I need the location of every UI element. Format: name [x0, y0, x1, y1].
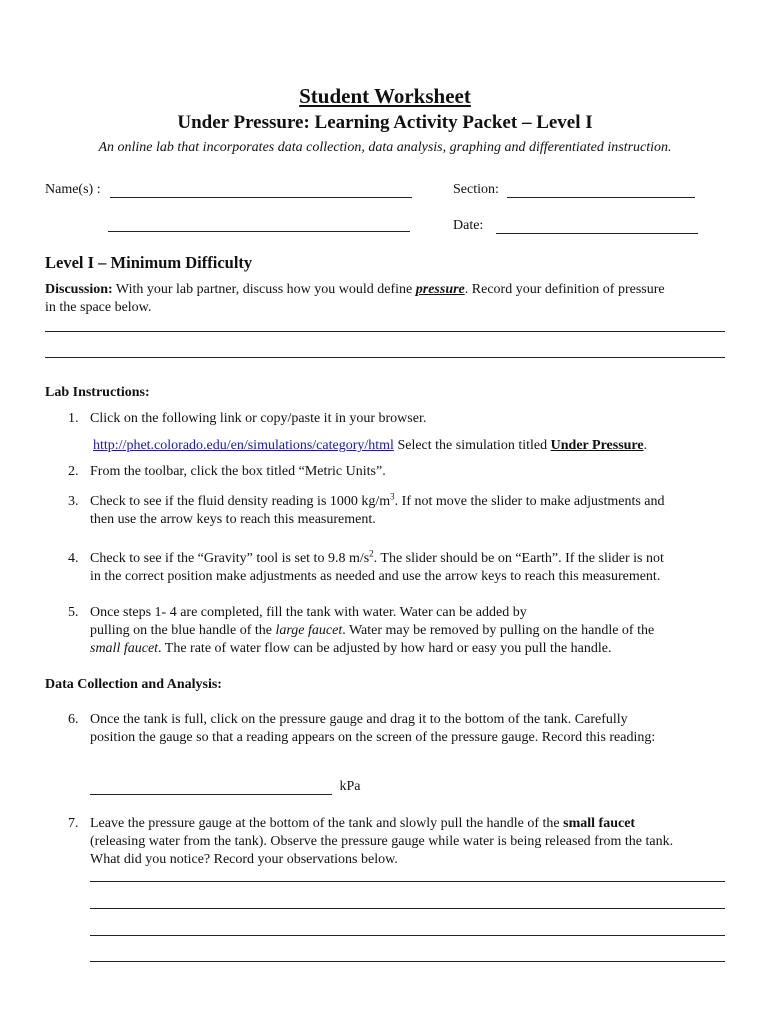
discussion-post: . Record your definition of pressure [464, 282, 665, 297]
item-3-line-1 [90, 491, 665, 510]
item-6-line-1: Once the tank is full, click on the pressure gauge and drag it to the bottom of the tank. Carefully [90, 712, 628, 727]
data-collection-heading: Data Collection and Analysis: [45, 677, 222, 692]
item-7-line-3: What did you notice? Record your observations below. [90, 852, 398, 867]
discussion-line-2: in the space below. [45, 300, 152, 315]
kpa-reading-blank[interactable] [90, 780, 332, 795]
names-field[interactable] [45, 182, 412, 198]
kpa-unit: kPa [339, 779, 361, 794]
worksheet-title: Student Worksheet [299, 84, 471, 108]
item-3-a: Check to see if the fluid density reading is 1000 kg/m [90, 494, 391, 509]
item-7-number: 7. [68, 816, 79, 831]
discussion-pre: With your lab partner, discuss how you would define [112, 282, 416, 297]
definition-answer-line-1[interactable] [45, 331, 725, 332]
small-faucet-bold: small faucet [563, 816, 636, 831]
sim-title: Under Pressure [550, 438, 644, 453]
intro-text: An online lab that incorporates data collection, data analysis, graphing and differentiated instruction. [98, 140, 672, 155]
item-7-a1: Leave the pressure gauge at the bottom of the tank and slowly pull the handle of the [90, 816, 564, 831]
names-label: Name(s) : [45, 182, 101, 197]
item-5-c: . The rate of water flow can be adjusted by how hard or easy you pull the handle. [158, 641, 612, 656]
item-1-text: Click on the following link or copy/paste it in your browser. [90, 411, 427, 426]
item-5-line-2 [90, 623, 654, 639]
small-faucet-term: small faucet [90, 641, 159, 656]
item-7-line-2: (releasing water from the tank). Observe the pressure gauge while water is being released from the tank. [90, 834, 674, 849]
item-2-number: 2. [68, 464, 79, 479]
lab-instructions-heading: Lab Instructions: [45, 385, 150, 400]
item-5-line-1: Once steps 1- 4 are completed, fill the tank with water. Water can be added by [90, 605, 527, 620]
section-field[interactable] [453, 182, 695, 198]
discussion-text [45, 282, 665, 298]
item-7-line-1 [90, 816, 635, 832]
date-field[interactable] [453, 218, 698, 234]
item-6-number: 6. [68, 712, 79, 727]
names-blank[interactable] [110, 183, 412, 198]
date-label: Date: [453, 218, 484, 233]
link-after-text: Select the simulation titled [393, 438, 551, 453]
item-3-sup: 3 [390, 491, 395, 502]
phet-link[interactable]: http://phet.colorado.edu/en/simulations/category/html [93, 438, 394, 453]
item-4-line-1 [90, 548, 664, 567]
item-4-a: Check to see if the “Gravity” tool is set to 9.8 m/s [90, 551, 370, 566]
item-1-number: 1. [68, 411, 79, 426]
pressure-term: pressure [415, 282, 465, 297]
item-4-b: . The slider should be on “Earth”. If the slider is not [373, 551, 664, 566]
observation-line-3[interactable] [90, 935, 725, 936]
level-heading: Level I – Minimum Difficulty [45, 253, 253, 272]
large-faucet-term: large faucet [275, 623, 343, 638]
item-4-number: 4. [68, 551, 79, 566]
kpa-reading-field[interactable] [90, 779, 361, 795]
worksheet-subtitle: Under Pressure: Learning Activity Packet – Level I [177, 112, 593, 133]
observation-line-2[interactable] [90, 908, 725, 909]
item-2-text: From the toolbar, click the box titled “Metric Units”. [90, 464, 386, 479]
section-blank[interactable] [507, 183, 695, 198]
item-3-b: . If not move the slider to make adjustments and [394, 494, 665, 509]
item-3-line-2: then use the arrow keys to reach this measurement. [90, 512, 376, 527]
link-line [93, 438, 647, 454]
definition-answer-line-2[interactable] [45, 357, 725, 358]
item-5-number: 5. [68, 605, 79, 620]
item-5-b2: . Water may be removed by pulling on the handle of the [342, 623, 655, 638]
observation-line-4[interactable] [90, 961, 725, 962]
item-4-line-2: in the correct position make adjustments as needed and use the arrow keys to reach this measurement. [90, 569, 661, 584]
item-6-line-2: position the gauge so that a reading appears on the screen of the pressure gauge. Record this reading: [90, 730, 656, 745]
observation-line-1[interactable] [90, 881, 725, 882]
item-4-sup: 2 [369, 548, 374, 559]
discussion-label: Discussion: [45, 282, 113, 297]
item-5-b1: pulling on the blue handle of the [90, 623, 276, 638]
item-3-number: 3. [68, 494, 79, 509]
names-blank-line-2[interactable] [108, 231, 410, 232]
item-5-line-3 [90, 641, 611, 657]
section-label: Section: [453, 182, 499, 197]
sim-after: . [643, 438, 648, 453]
date-blank[interactable] [496, 219, 698, 234]
